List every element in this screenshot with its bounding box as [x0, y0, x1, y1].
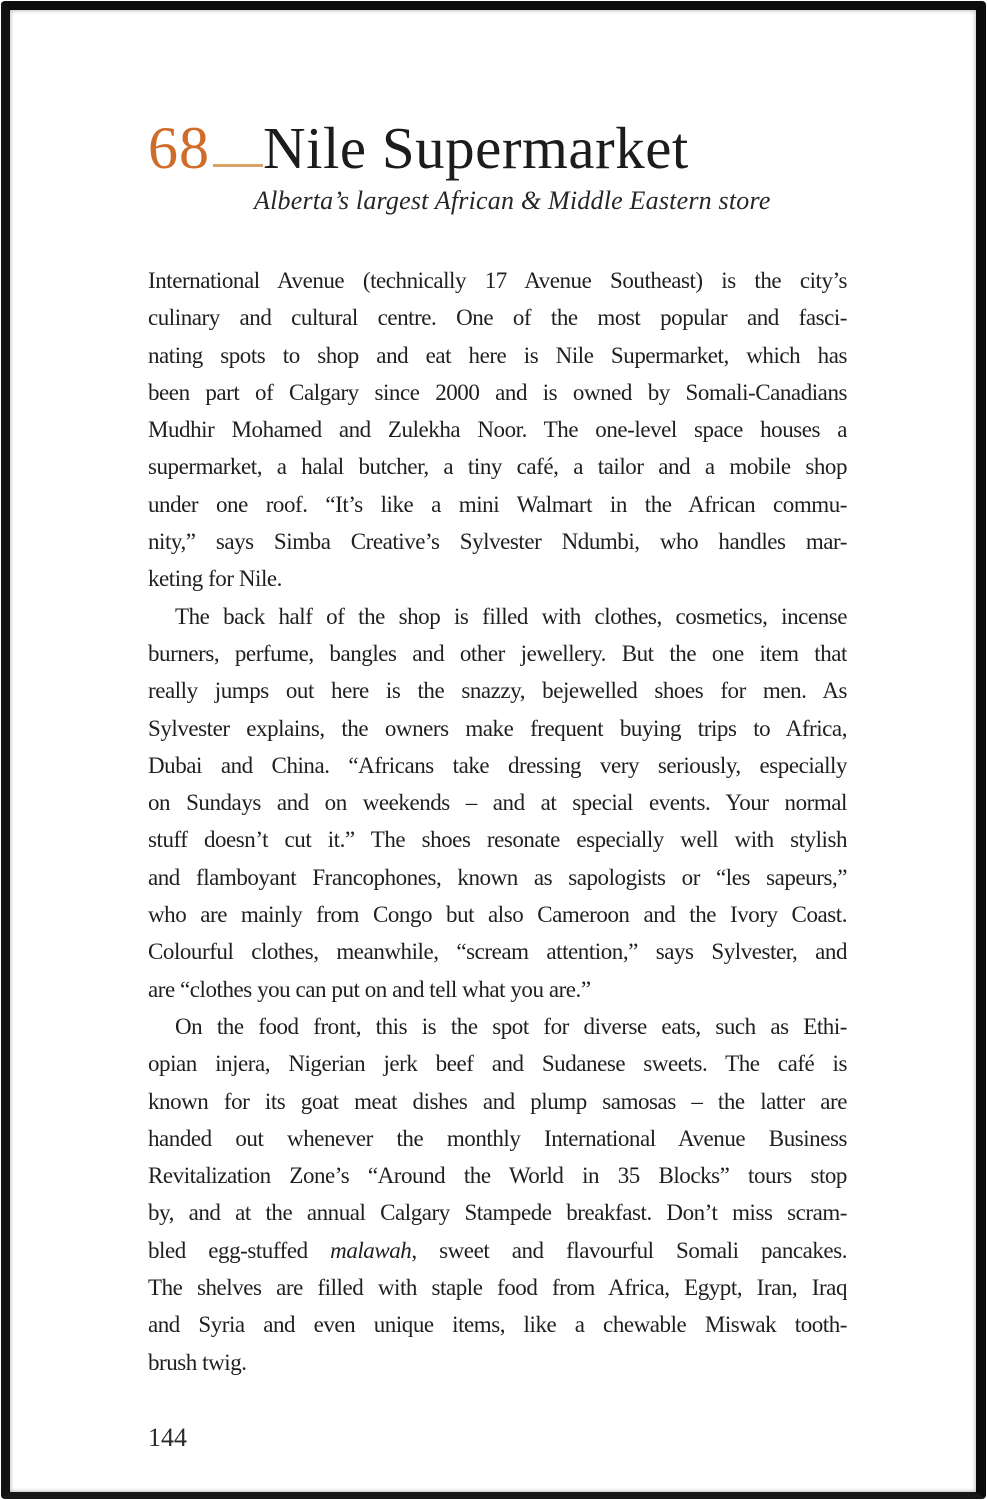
- page-number: 144: [148, 1422, 187, 1452]
- text-line: Revitalization Zone’s “Around the World in 35 Blocks” tours stop: [148, 1163, 847, 1189]
- text-line: and flamboyant Francophones, known as sapologists or “les sapeurs,”: [148, 864, 847, 890]
- text-line: culinary and cultural centre. One of the most popular and fasci-: [148, 305, 847, 331]
- chapter-header: [148, 106, 976, 181]
- text-line: known for its goat meat dishes and plump samosas – the latter are: [148, 1088, 847, 1114]
- text-line: The shelves are filled with staple food from Africa, Egypt, Iran, Iraq: [148, 1275, 847, 1301]
- body-text: [148, 262, 847, 1381]
- text-line: under one roof. “It’s like a mini Walmart in the African commu-: [148, 491, 847, 517]
- page-content: [10, 10, 976, 1453]
- text-segment: bled egg-stuffed: [148, 1237, 331, 1263]
- text-line: On the food front, this is the spot for diverse eats, such as Ethi-: [175, 1013, 847, 1039]
- text-segment: , sweet and flavourful Somali pancakes.: [411, 1237, 847, 1263]
- text-line: Dubai and China. “Africans take dressing very seriously, especially: [148, 752, 847, 778]
- paragraph-1: [148, 262, 847, 598]
- text-line: International Avenue (technically 17 Avenue Southeast) is the city’s: [148, 268, 847, 293]
- text-line: Sylvester explains, the owners make frequent buying trips to Africa,: [148, 715, 847, 741]
- text-line: brush twig.: [148, 1349, 247, 1375]
- page-subtitle: Alberta’s largest African & Middle Eastern store: [254, 186, 771, 215]
- page-title: Nile Supermarket: [263, 115, 689, 181]
- page-frame: [1, 1, 986, 1499]
- text-line: The back half of the shop is filled with clothes, cosmetics, incense: [175, 603, 847, 629]
- text-line: been part of Calgary since 2000 and is owned by Somali-Canadians: [148, 379, 847, 405]
- text-line: really jumps out here is the snazzy, bejewelled shoes for men. As: [148, 678, 847, 704]
- text-line: opian injera, Nigerian jerk beef and Sudanese sweets. The café is: [148, 1051, 847, 1077]
- text-line: nating spots to shop and eat here is Nile Supermarket, which has: [148, 342, 847, 368]
- text-line: stuff doesn’t cut it.” The shoes resonate especially well with stylish: [148, 827, 847, 853]
- text-line: keting for Nile.: [148, 566, 282, 592]
- text-line-with-italic: [148, 1232, 847, 1269]
- text-line: Colourful clothes, meanwhile, “scream attention,” says Sylvester, and: [148, 939, 847, 965]
- chapter-number: 68: [148, 115, 210, 181]
- text-line: Mudhir Mohamed and Zulekha Noor. The one-level space houses a: [148, 417, 847, 443]
- text-line: supermarket, a halal butcher, a tiny café, a tailor and a mobile shop: [148, 454, 847, 480]
- paragraph-2: [148, 598, 847, 1008]
- italic-term: malawah: [330, 1237, 412, 1263]
- text-line: and Syria and even unique items, like a chewable Miswak tooth-: [148, 1312, 847, 1338]
- title-rule: [213, 164, 263, 167]
- text-line: on Sundays and on weekends – and at special events. Your normal: [148, 790, 847, 816]
- text-line: who are mainly from Congo but also Cameroon and the Ivory Coast.: [148, 902, 847, 928]
- text-line: handed out whenever the monthly International Avenue Business: [148, 1125, 847, 1151]
- text-line: by, and at the annual Calgary Stampede breakfast. Don’t miss scram-: [148, 1200, 847, 1226]
- text-line: burners, perfume, bangles and other jewellery. But the one item that: [148, 640, 847, 666]
- paragraph-3: [148, 1008, 847, 1381]
- text-line: are “clothes you can put on and tell what you are.”: [148, 976, 591, 1002]
- text-line: nity,” says Simba Creative’s Sylvester Ndumbi, who handles mar-: [148, 529, 847, 555]
